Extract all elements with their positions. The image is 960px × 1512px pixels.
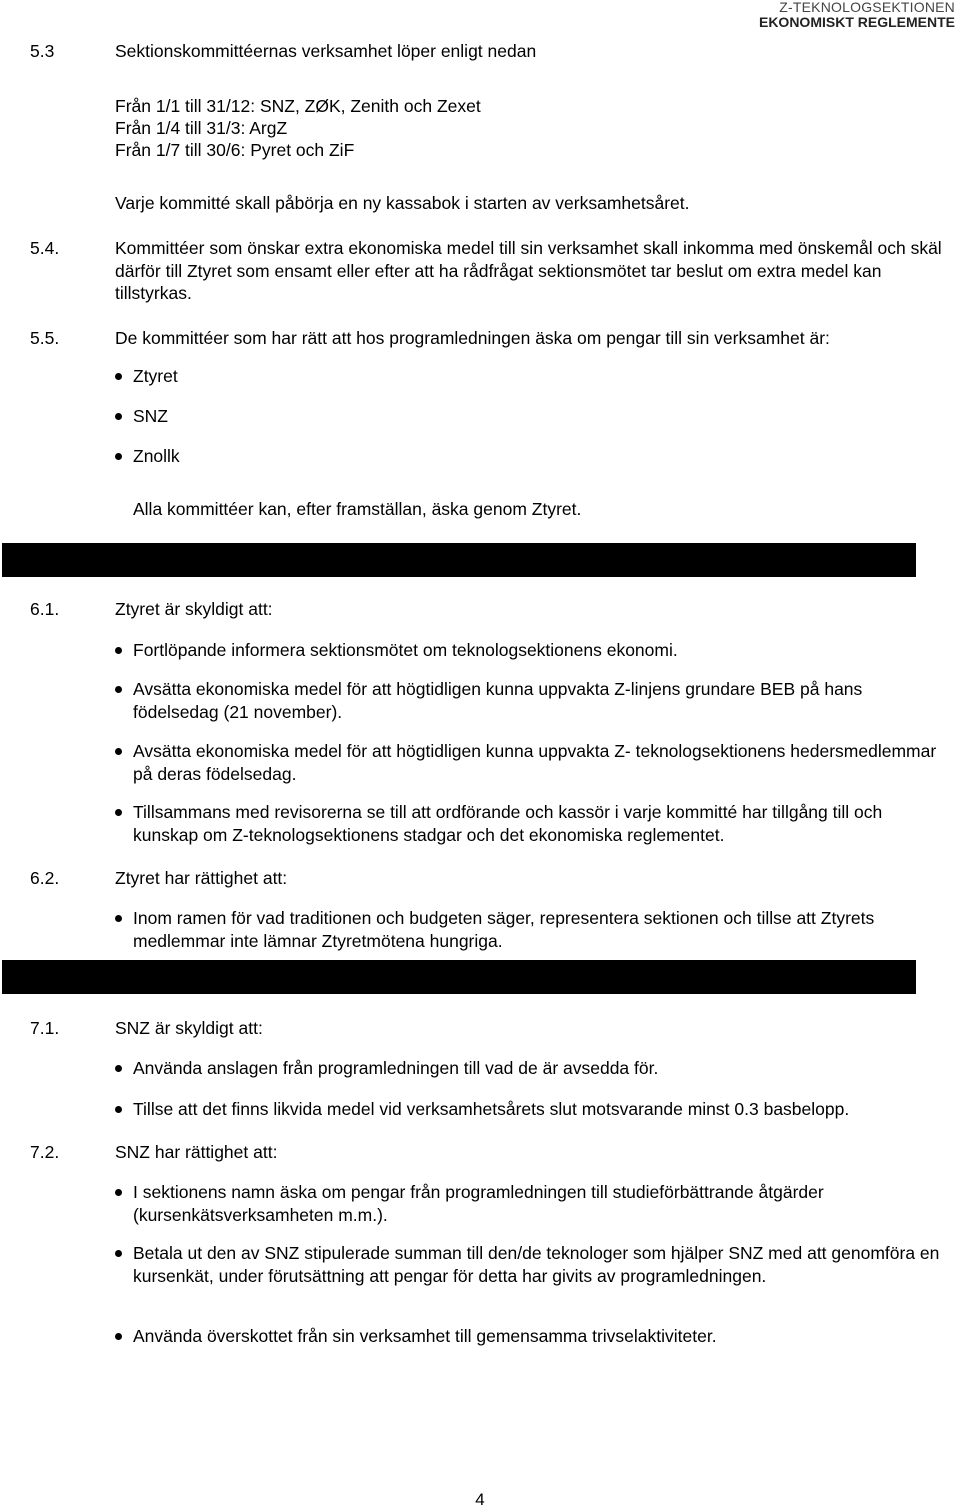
bullet-icon [115,647,122,654]
clause-number-5-5: 5.5. [30,328,60,348]
clause-number-6-1: 6.1. [30,599,60,619]
section-heading-6 [4,547,115,575]
clause-text-5-3: Sektionskommittéernas verksamhet löper enligt nedan [115,41,537,61]
list-item: Tillse att det finns likvida medel vid verksamhetsårets slut motsvarande minst 0.3 basbelopp. [115,1098,945,1121]
section-symbol: § [4,548,15,573]
clause-number-7-1: 7.1. [30,1018,60,1038]
period-line: Från 1/4 till 31/3: ArgZ [115,118,288,138]
section-heading-bar [2,543,916,577]
clause-text-7-2: SNZ har rättighet att: [115,1142,278,1162]
bullet-icon [115,748,122,755]
list-item: Fortlöpande informera sektionsmötet om teknologsektionens ekonomi. [115,639,945,662]
bullet-icon [115,1189,122,1196]
clause-number-6-2: 6.2. [30,868,60,888]
list-item: Betala ut den av SNZ stipulerade summan till den/de teknologer som hjälper SNZ med att genomföra en kursenkät, under förutsättning att pengar för detta har givits av programledningen. [115,1242,945,1287]
clause-text-5-4: Kommittéer som önskar extra ekonomiska medel till sin verksamhet skall inkomma med önskemål och skäl därför till Ztyret som ensamt eller efter att ha rådfrågat sektionsmötet tar beslut om extra medel kan tillstyrkas. [115,238,942,303]
bullet-icon [115,1333,122,1340]
clause-text-6-2: Ztyret har rättighet att: [115,868,288,888]
section-symbol: § [4,966,15,991]
list-item: Använda anslagen från programledningen till vad de är avsedda för. [115,1057,945,1080]
clause-text-5-5: De kommittéer som har rätt att hos programledningen äska om pengar till sin verksamhet är: [115,328,830,348]
clause-number-5-4: 5.4. [30,238,60,258]
clause-note-5-3: Varje kommitté skall påbörja en ny kassabok i starten av verksamhetsåret. [115,193,690,213]
clause-note-5-5: Alla kommittéer kan, efter framställan, äska genom Ztyret. [133,499,582,519]
list-item: Avsätta ekonomiska medel för att högtidligen kunna uppvakta Z-linjens grundare BEB på hans födelsedag (21 november). [115,678,945,723]
header-document-title: EKONOMISKT REGLEMENTE [758,14,955,30]
bullet-icon [115,1106,122,1113]
clause-text-6-1: Ztyret är skyldigt att: [115,599,273,619]
section-heading-7 [4,965,88,993]
clause-number-5-3: 5.3 [30,41,55,61]
section-heading-bar [2,960,916,994]
clause-number-7-2: 7.2. [30,1142,60,1162]
clause-text-7-1: SNZ är skyldigt att: [115,1018,263,1038]
list-item: I sektionens namn äska om pengar från programledningen till studieförbättrande åtgärder (kursenkätsverksamheten m.m.). [115,1181,945,1226]
bullet-icon [115,686,122,693]
list-item: Znollk [115,445,945,468]
bullet-icon [115,1250,122,1257]
list-item: Tillsammans med revisorerna se till att ordförande och kassör i varje kommitté har tillgång till och kunskap om Z-teknologsektionens stadgar och det ekonomiska reglementet. [115,801,945,846]
list-item: Avsätta ekonomiska medel för att högtidligen kunna uppvakta Z- teknologsektionens hedersmedlemmar på deras födelsedag. [115,740,945,785]
bullet-icon [115,413,122,420]
bullet-icon [115,809,122,816]
period-line: Från 1/1 till 31/12: SNZ, ZØK, Zenith och Zexet [115,96,481,116]
list-item: Använda överskottet från sin verksamhet till gemensamma trivselaktiviteter. [115,1325,945,1348]
list-item: SNZ [115,405,945,428]
bullet-icon [115,373,122,380]
header-org-name: Z-TEKNOLOGSEKTIONEN [779,0,955,15]
bullet-icon [115,1065,122,1072]
period-line: Från 1/7 till 30/6: Pyret och ZiF [115,140,355,160]
bullet-icon [115,453,122,460]
list-item: Ztyret [115,365,945,388]
bullet-icon [115,915,122,922]
list-item: Inom ramen för vad traditionen och budgeten säger, representera sektionen och tillse att Ztyrets medlemmar inte lämnar Ztyretmötena hungriga. [115,907,945,952]
page-number: 4 [475,1490,485,1509]
section-title: 7 SNZ [15,966,89,991]
section-title: 6 Ztyret [15,548,116,573]
